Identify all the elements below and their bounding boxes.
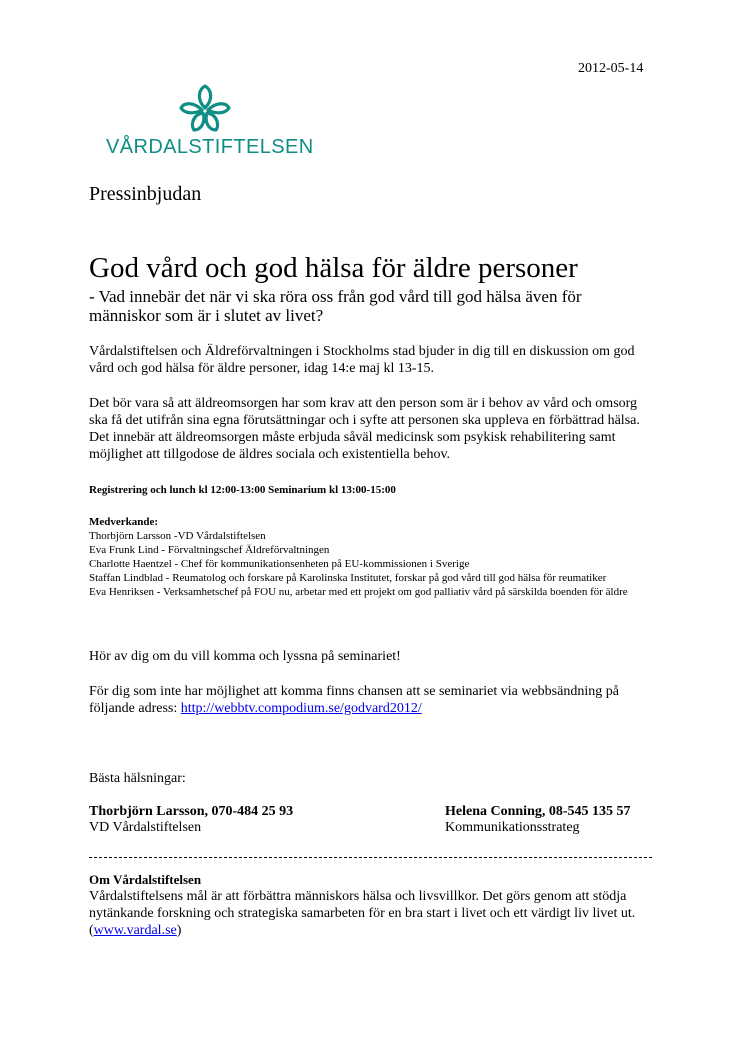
intro-paragraph: Vårdalstiftelsen och Äldreförvaltningen i Stockholms stad bjuder in dig till en diskussion om god vård och god hälsa för äldre personer, idag 14:e maj kl 13-15. [89, 344, 635, 376]
webcast-link[interactable]: http://webbtv.compodium.se/godvard2012/ [180, 701, 422, 716]
participant-item: Eva Henriksen - Verksamhetschef på FOU nu, arbetar med ett projekt om god palliativ vård på särskilda boenden för äldre [89, 586, 628, 598]
signature-right [445, 804, 631, 836]
participant-item: Charlotte Haentzel - Chef för kommunikationsenheten på EU-kommissionen i Sverige [89, 558, 470, 570]
webcast-paragraph [89, 683, 654, 717]
about-text: Vårdalstiftelsens mål är att förbättra människors hälsa och livsvillkor. Det görs genom att stödja nytänkande forskning och strategiska samarbeten för en bra start i livet och ett värdigt liv livet ut. (www.vardal.se) [89, 889, 636, 938]
participants-list [89, 515, 654, 599]
body-paragraph: Det bör vara så att äldreomsorgen har som krav att den person som är i behov av vård och omsorg ska få det utifrån sina egna förutsättningar och i syfte att personen ska uppleva en förbättrad hälsa. Det innebär att äldreomsorgen måste erbjuda såväl medicinsk som psykisk rehabilitering samt möjlighet att tillgodose de äldres sociala och existentiella behov. [89, 396, 640, 462]
participant-item: Thorbjörn Larsson -VD Vårdalstiftelsen [89, 530, 266, 542]
vardal-link[interactable]: www.vardal.se [93, 923, 177, 938]
page-title: God vård och god hälsa för äldre personer [89, 252, 578, 284]
about-section [89, 871, 654, 939]
page-subtitle: - Vad innebär det när vi ska röra oss från god vård till god hälsa även för människor som är i slutet av livet? [89, 287, 582, 325]
signature-name: Thorbjörn Larsson, 070-484 25 93 [89, 804, 294, 819]
logo-text: VÅRDALSTIFTELSEN [106, 136, 314, 158]
signature-name: Helena Conning, 08-545 135 57 [445, 804, 631, 819]
participant-item: Staffan Lindblad - Reumatolog och forskare på Karolinska Institutet, forskar på god vård till god hälsa för reumatiker [89, 572, 607, 584]
about-heading: Om Vårdalstiftelsen [89, 872, 202, 887]
press-invitation-label: Pressinbjudan [89, 183, 202, 205]
greeting: Bästa hälsningar: [89, 771, 186, 786]
signature-left [89, 804, 293, 836]
participant-item: Eva Frunk Lind - Förvaltningschef Äldreförvaltningen [89, 544, 330, 556]
participants-heading: Medverkande: [89, 516, 159, 528]
divider-line [89, 857, 652, 858]
vardalstiftelsen-logo [106, 84, 314, 160]
webcast-text: För dig som inte har möjlighet att komma finns chansen att se seminariet via webbsändning på följande adress: [89, 684, 619, 716]
signature-role: Kommunikationsstrateg [445, 820, 580, 835]
call-to-action: Hör av dig om du vill komma och lyssna på seminariet! [89, 649, 401, 664]
schedule-line: Registrering och lunch kl 12:00-13:00 Seminarium kl 13:00-15:00 [89, 484, 396, 496]
signature-role: VD Vårdalstiftelsen [89, 820, 202, 835]
flower-logo-icon [178, 84, 232, 138]
document-date: 2012-05-14 [578, 61, 644, 76]
